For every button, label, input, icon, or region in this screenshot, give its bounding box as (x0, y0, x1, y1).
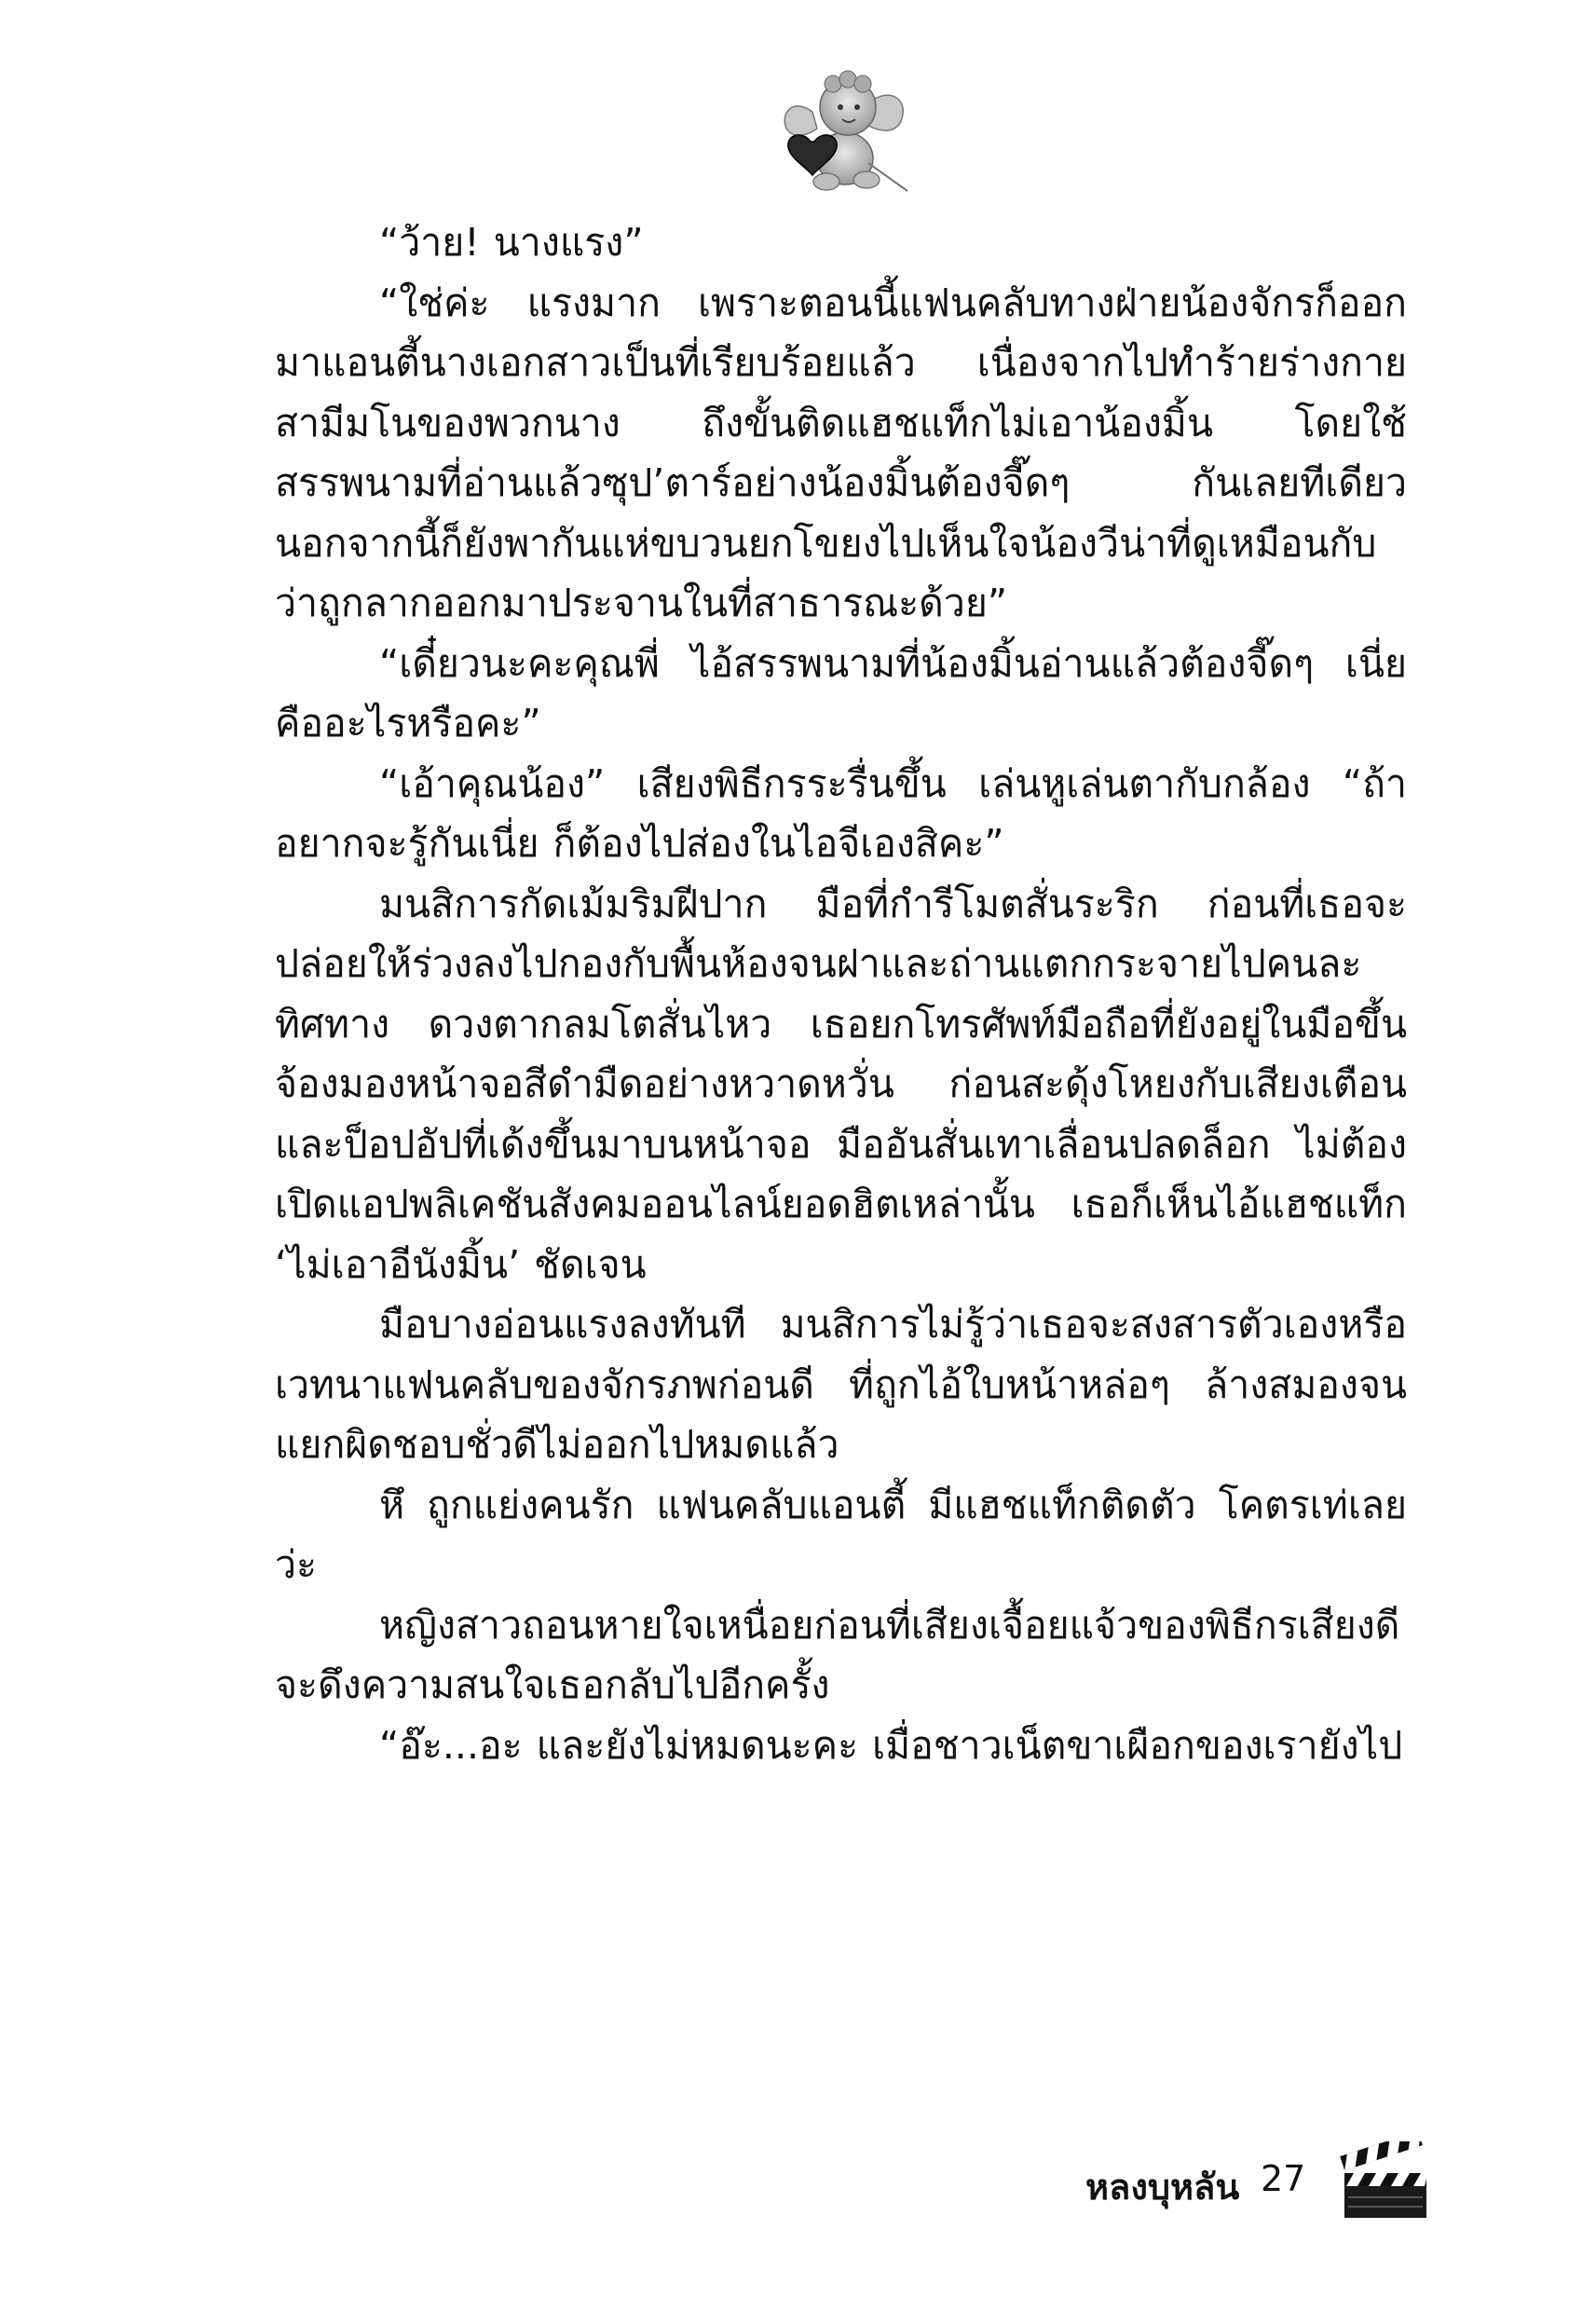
paragraph: หญิงสาวถอนหายใจเหนื่อยก่อนที่เสียงเจื้อยแจ้วของพิธีกรเสียงดีจะดึงความสนใจเธอกลับไปอีกครั้ง (275, 1602, 1400, 1707)
paragraph: “ใช่ค่ะ แรงมาก เพราะตอนนี้แฟนคลับทางฝ่ายน้องจักรก็ออกมาแอนตี้นางเอกสาวเป็นที่เรียบร้อยแล้ว เนื่องจากไปทำร้ายร่างกายสามีมโนของพวกนาง ถึงขั้นติดแฮชแท็กไม่เอาน้องมิ้น โดยใช้สรรพนามที่อ่านแล้วซุป’ตาร์อย่างน้องมิ้นต้องจี๊ดๆ กันเลยทีเดียว นอกจากนี้ก็ยังพากันแห่ขบวนยกโขยงไปเห็นใจน้องวีน่าที่ดูเหมือนกับว่าถูกลากออกมาประจานในที่สาธารณะด้วย” (275, 280, 1407, 625)
cupid-holding-heart-icon (775, 56, 915, 196)
paragraph: “เดี๋ยวนะคะคุณพี่ ไอ้สรรพนามที่น้องมิ้นอ่านแล้วต้องจี๊ดๆ เนี่ยคืออะไรหรือคะ” (275, 640, 1407, 745)
paragraph: “ว้าย! นางแรง” (379, 220, 644, 265)
paragraph: มนสิการกัดเม้มริมฝีปาก มือที่กำรีโมตสั่นระริก ก่อนที่เธอจะปล่อยให้ร่วงลงไปกองกับพื้นห้องจนฝาและถ่านแตกกระจายไปคนละทิศทาง ดวงตากลมโตสั่นไหว เธอยกโทรศัพท์มือถือที่ยังอยู่ในมือขึ้นจ้องมองหน้าจอสีดำมืดอย่างหวาดหวั่น ก่อนสะดุ้งโหยงกับเสียงเตือนและป็อปอัปที่เด้งขึ้นมาบนหน้าจอ มืออันสั่นเทาเลื่อนปลดล็อก ไม่ต้องเปิดแอปพลิเคชันสังคมออนไลน์ยอดฮิตเหล่านั้น เธอก็เห็นไอ้แฮชแท็ก ‘ไม่เอาอีนังมิ้น’ ชัดเจน (275, 881, 1407, 1287)
paragraph: หึ ถูกแย่งคนรัก แฟนคลับแอนตี้ มีแฮชแท็กติดตัว โคตรเท่เลยว่ะ (275, 1482, 1407, 1587)
film-clapperboard-icon (1339, 2141, 1432, 2222)
page-footer (1085, 2141, 1439, 2225)
paragraph: มือบางอ่อนแรงลงทันที มนสิการไม่รู้ว่าเธอจะสงสารตัวเองหรือเวทนาแฟนคลับของจักรภพก่อนดี ที่ถูกไอ้ใบหน้าหล่อๆ ล้างสมองจนแยกผิดชอบชั่วดีไม่ออกไปหมดแล้ว (275, 1302, 1407, 1467)
paragraph: “อ๊ะ...อะ และยังไม่หมดนะคะ เมื่อชาวเน็ตขาเผือกของเรายังไป (379, 1722, 1403, 1768)
chapter-text (275, 212, 1407, 1775)
page-number: 27 (1261, 2158, 1306, 2199)
paragraph: “เอ้าคุณน้อง” เสียงพิธีกรระรื่นขึ้น เล่นหูเล่นตากับกล้อง “ถ้าอยากจะรู้กันเนี่ย ก็ต้องไปส่องในไอจีเองสิคะ” (275, 760, 1407, 866)
book-title: หลงบุหลัน (1085, 2167, 1240, 2208)
